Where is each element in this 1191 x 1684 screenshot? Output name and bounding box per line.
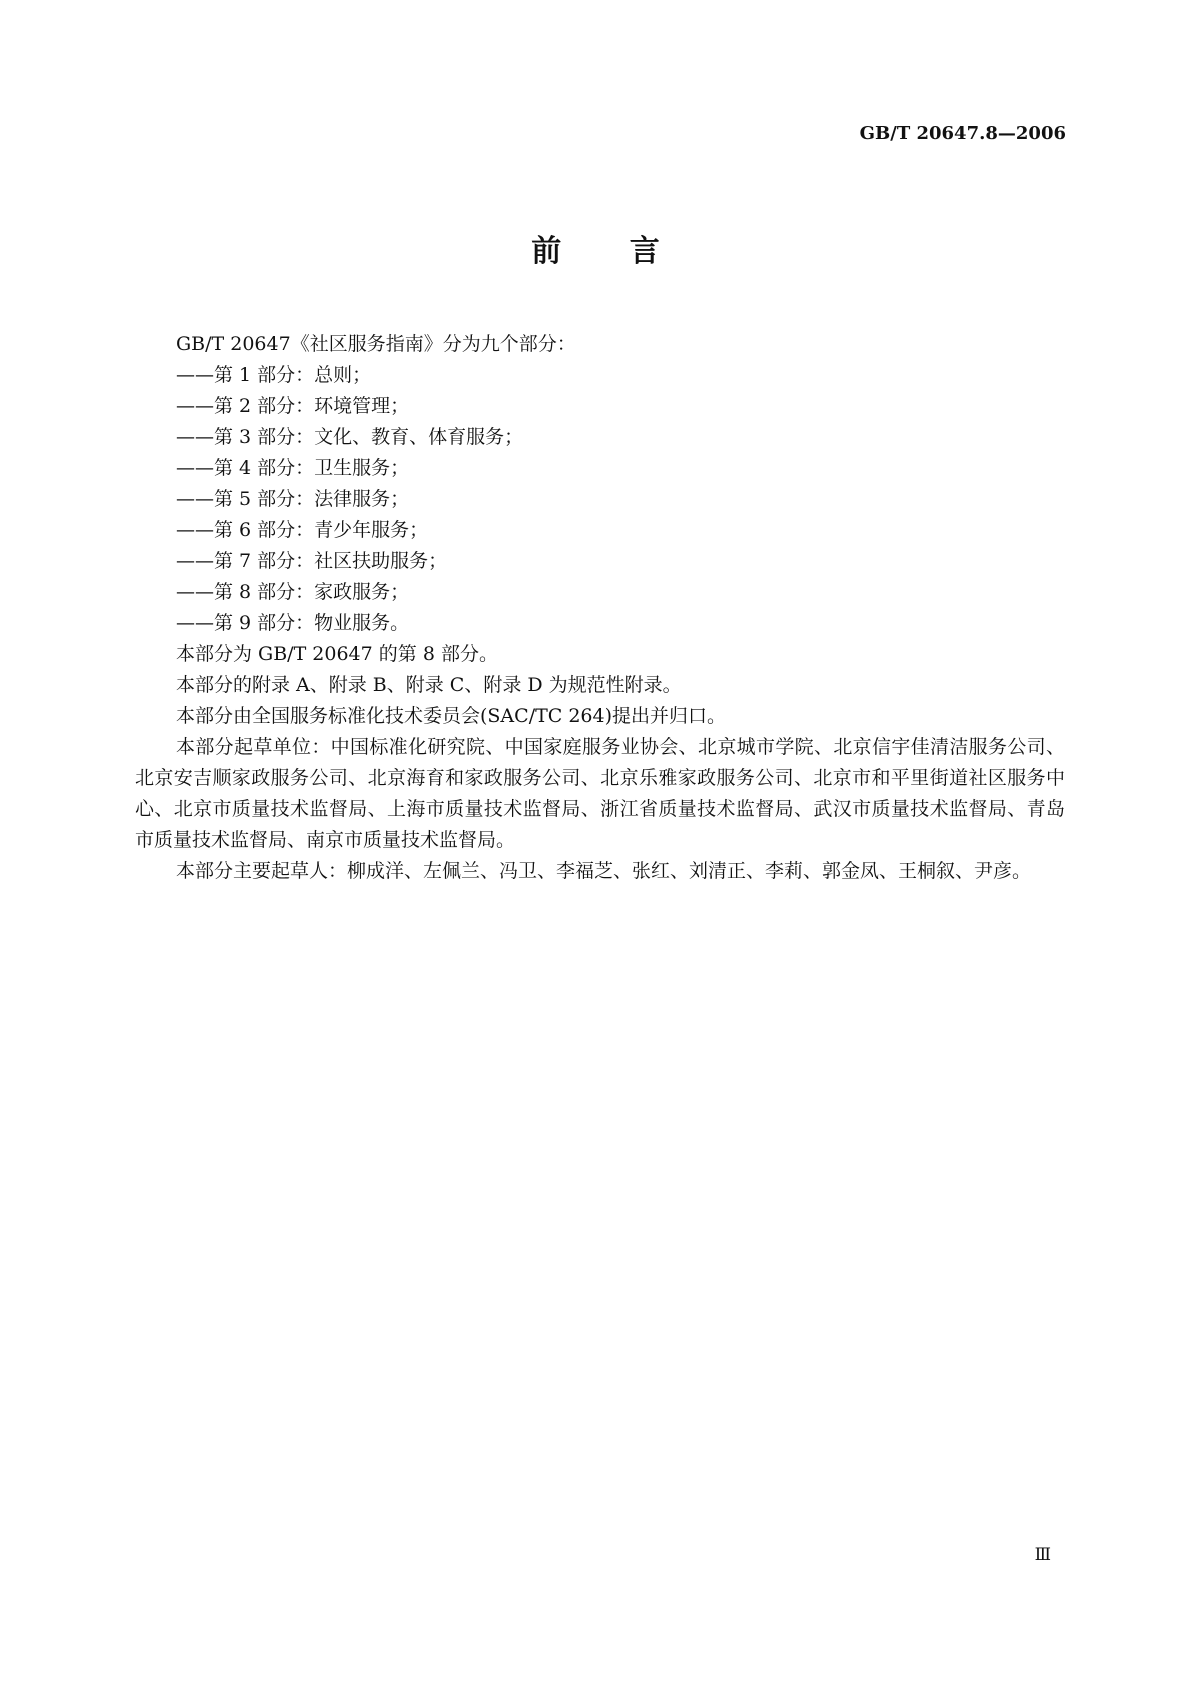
- part-item: ——第 6 部分：青少年服务；: [176, 519, 429, 541]
- part-item: ——第 5 部分：法律服务；: [176, 488, 410, 510]
- part-item: ——第 7 部分：社区扶助服务；: [176, 550, 448, 572]
- scope-paragraph: 本部分为 GB/T 20647 的第 8 部分。: [176, 643, 498, 665]
- annexes-paragraph: 本部分的附录 A、附录 B、附录 C、附录 D 为规范性附录。: [176, 674, 682, 696]
- part-item: ——第 2 部分：环境管理；: [176, 395, 410, 417]
- part-item: ——第 8 部分：家政服务；: [176, 581, 410, 603]
- standard-number: GB/T 20647.8—2006: [859, 123, 1066, 144]
- foreword-title: 前 言: [531, 234, 660, 269]
- page-number: Ⅲ: [1034, 1545, 1051, 1565]
- part-item: ——第 9 部分：物业服务。: [176, 612, 410, 634]
- drafting-units-paragraph: 本部分起草单位：中国标准化研究院、中国家庭服务业协会、北京城市学院、北京信宇佳清洁服务公司、北京安吉顺家政服务公司、北京海育和家政服务公司、北京乐雅家政服务公司、北京市和平里街道社区服务中心、北京市质量技术监督局、上海市质量技术监督局、浙江省质量技术监督局、武汉市质量技术监督局、青岛市质量技术监督局、南京市质量技术监督局。: [135, 736, 1065, 851]
- part-item: ——第 3 部分：文化、教育、体育服务；: [176, 426, 524, 448]
- intro-paragraph: GB/T 20647《社区服务指南》分为九个部分：: [176, 333, 576, 355]
- part-list: [135, 360, 1065, 639]
- proposal-paragraph: 本部分由全国服务标准化技术委员会(SAC/TC 264)提出并归口。: [176, 705, 727, 727]
- part-item: ——第 1 部分：总则；: [176, 364, 372, 386]
- foreword-body: [135, 329, 1065, 887]
- drafters-paragraph: 本部分主要起草人：柳成洋、左佩兰、冯卫、李福芝、张红、刘清正、李莉、郭金凤、王桐叙、尹彦。: [176, 860, 1032, 882]
- part-item: ——第 4 部分：卫生服务；: [176, 457, 410, 479]
